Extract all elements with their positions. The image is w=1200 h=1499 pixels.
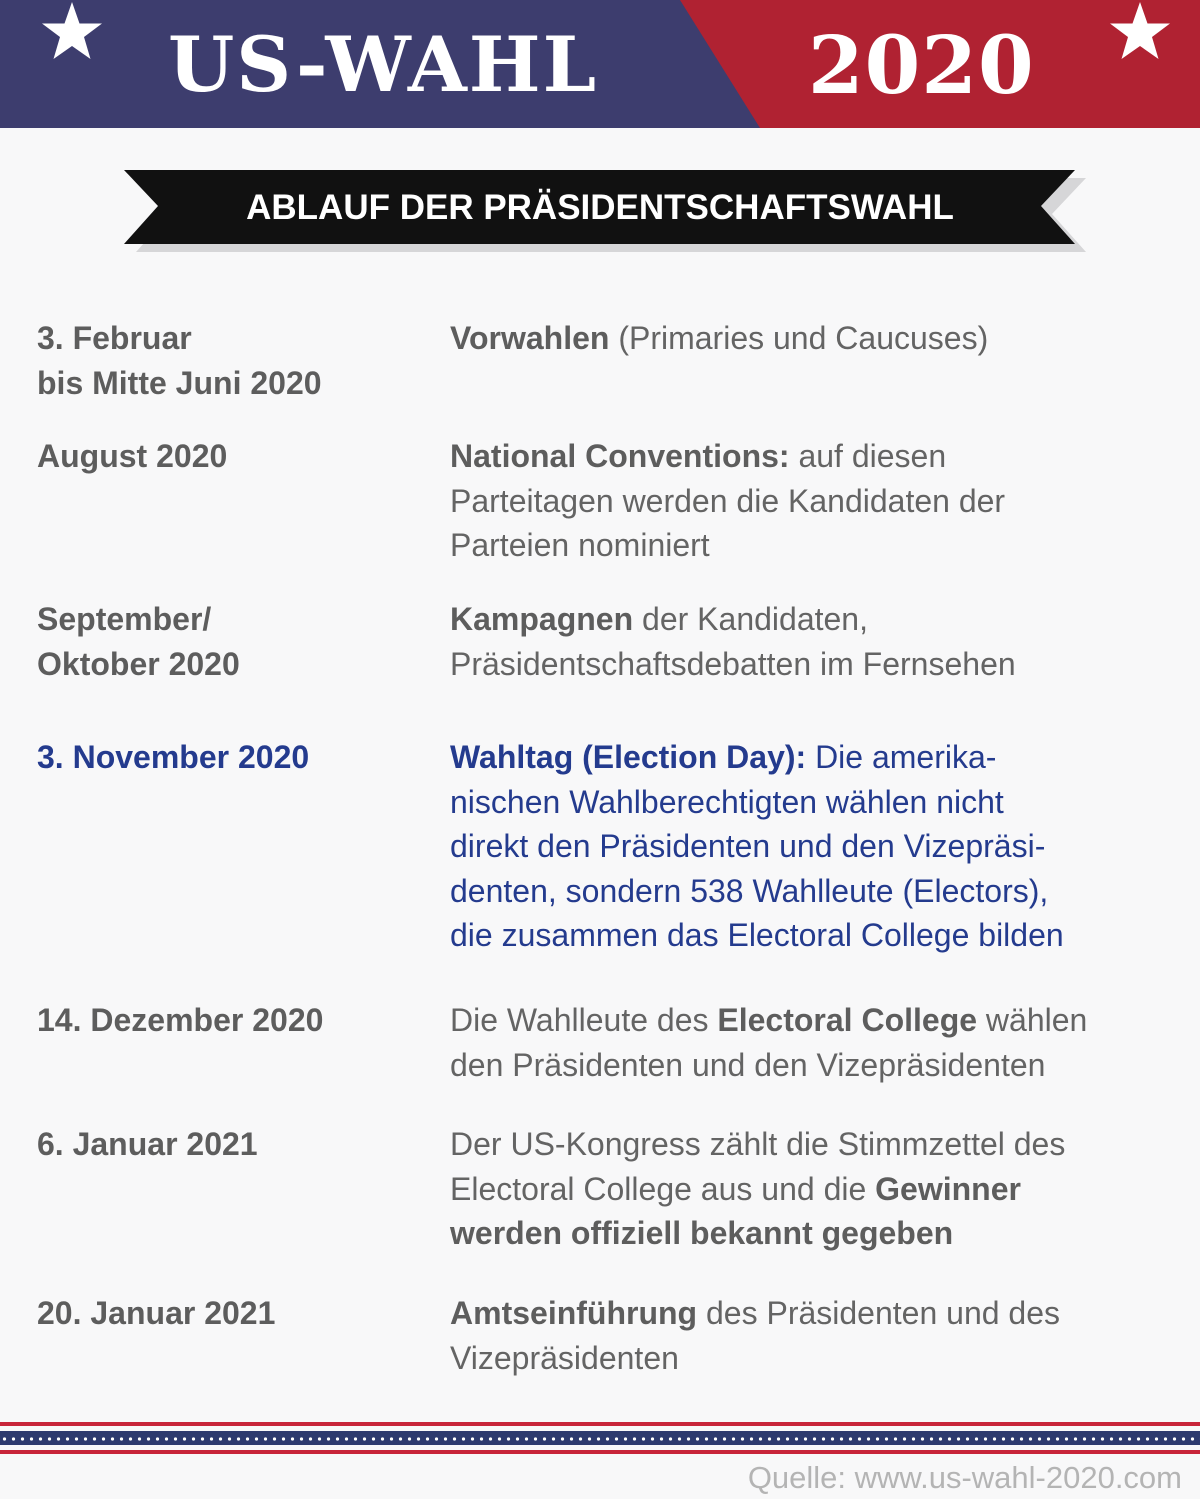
timeline-description: Wahltag (Election Day): Die amerika- nischen Wahlberechtigten wählen nicht direkt den Präsidenten und den Vizepräsi- denten, sondern 538 Wahlleute (Electors), die zusammen das Electoral College bilden	[450, 739, 1064, 953]
timeline-description: National Conventions: auf diesen Parteitagen werden die Kandidaten der Parteien nominiert	[450, 438, 1006, 563]
flag-stripe-divider	[0, 1418, 1200, 1458]
star-icon	[1108, 0, 1172, 64]
timeline-description: Der US-Kongress zählt die Stimmzettel des Electoral College aus und die Gewinner werden offiziell bekannt gegeben	[450, 1126, 1066, 1251]
page-title-year: 2020	[808, 18, 1035, 112]
timeline-date: 14. Dezember 2020	[37, 1002, 324, 1038]
section-title: ABLAUF DER PRÄSIDENTSCHAFTSWAHL	[246, 188, 954, 227]
star-icon	[40, 0, 104, 64]
timeline-date: 20. Januar 2021	[37, 1295, 276, 1331]
timeline-date: August 2020	[37, 438, 228, 474]
section-ribbon	[120, 166, 1090, 256]
page-title: US-WAHL	[168, 20, 599, 109]
timeline-date: 3. Februar bis Mitte Juni 2020	[37, 320, 322, 401]
header-banner	[0, 0, 1200, 128]
source-note: Quelle: www.us-wahl-2020.com	[747, 1460, 1182, 1495]
timeline-description: Kampagnen der Kandidaten, Präsidentschaftsdebatten im Fernsehen	[450, 601, 1016, 682]
timeline-description: Amtseinführung des Präsidenten und des Vizepräsidenten	[450, 1295, 1061, 1376]
timeline-description: Die Wahlleute des Electoral College wählen den Präsidenten und den Vizepräsidenten	[450, 1002, 1088, 1083]
timeline-date: September/ Oktober 2020	[37, 601, 240, 682]
timeline-date: 6. Januar 2021	[37, 1126, 258, 1162]
timeline-description: Vorwahlen (Primaries und Caucuses)	[450, 320, 989, 356]
timeline-date: 3. November 2020	[37, 739, 310, 775]
